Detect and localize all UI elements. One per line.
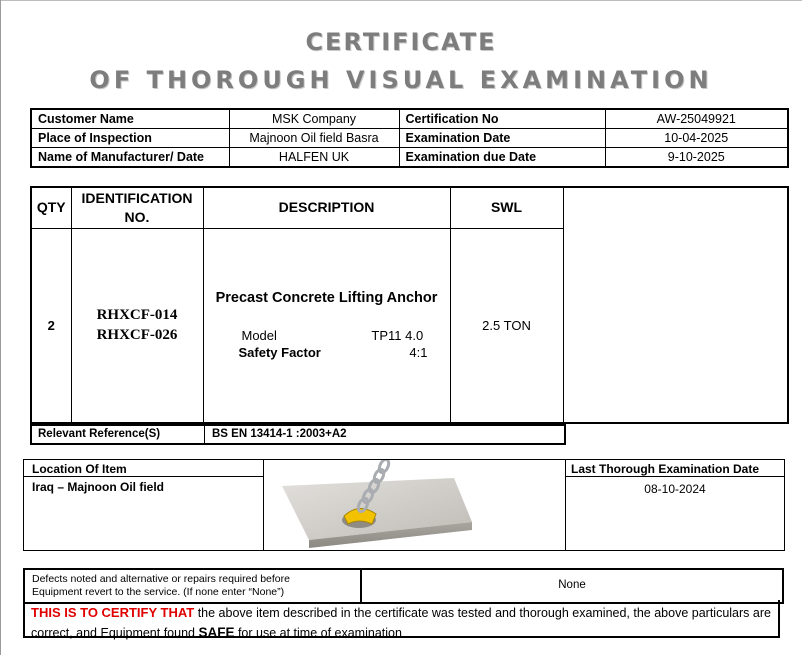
certification-no-value: AW-25049921	[605, 109, 788, 129]
qty-value: 2	[31, 228, 71, 423]
safety-factor-label: Safety Factor	[238, 345, 321, 361]
spec-grid	[204, 328, 450, 360]
location-value: Iraq – Majnoon Oil field	[32, 480, 165, 494]
identification-no-1: RHXCF-014	[96, 307, 178, 324]
identification-values	[71, 228, 203, 423]
info-row	[31, 148, 788, 168]
swl-value: 2.5 TON	[450, 228, 563, 423]
defects-label-line2: Equipment revert to the service. (If none enter “None”)	[32, 586, 285, 598]
customer-name-value: MSK Company	[229, 109, 399, 129]
model-value: TP11 4.0	[371, 328, 424, 344]
customer-name-label: Customer Name	[31, 109, 229, 129]
identification-header-line1: IDENTIFICATION	[81, 189, 193, 206]
lifting-anchor-image	[263, 459, 566, 551]
blank-column	[563, 187, 788, 423]
safety-factor-value: 4:1	[409, 345, 428, 361]
certify-lead: THIS IS TO CERTIFY THAT	[31, 605, 195, 620]
examination-due-date-label: Examination due Date	[399, 148, 605, 168]
examination-date-value: 10-04-2025	[605, 129, 788, 148]
defects-box	[23, 568, 784, 604]
certification-no-label: Certification No	[399, 109, 605, 129]
last-exam-value: 08-10-2024	[644, 482, 706, 496]
examination-date-label: Examination Date	[399, 129, 605, 148]
identification-header	[71, 187, 203, 228]
place-of-inspection-value: Majnoon Oil field Basra	[229, 129, 399, 148]
description-title: Precast Concrete Lifting Anchor	[215, 290, 438, 307]
certify-safe: SAFE	[198, 625, 235, 640]
reference-label: Relevant Reference(S)	[38, 428, 161, 440]
model-label: Model	[241, 328, 277, 344]
page-left-edge	[0, 0, 1, 655]
reference-divider	[204, 426, 205, 443]
reference-value: BS EN 13414-1 :2003+A2	[212, 428, 347, 440]
certificate-subtitle: OF THOROUGH VISUAL EXAMINATION	[89, 66, 713, 94]
manufacturer-label: Name of Manufacturer/ Date	[31, 148, 229, 168]
qty-header: QTY	[31, 187, 71, 228]
reference-box	[30, 424, 566, 445]
description-header: DESCRIPTION	[203, 187, 450, 228]
certify-text-1: the above item described in the certificate was tested and thorough examined, the above particulars are correct, and Equipment found	[31, 606, 771, 640]
swl-header: SWL	[450, 187, 563, 228]
location-label: Location Of Item	[24, 460, 263, 477]
description-cell	[203, 228, 450, 423]
examination-due-date-value: 9-10-2025	[605, 148, 788, 168]
defects-label-line1: Defects noted and alternative or repairs required before	[32, 573, 290, 585]
defects-value: None	[558, 579, 586, 591]
certify-text-2: for use at time of examination	[234, 626, 402, 640]
certification-statement	[23, 600, 780, 638]
identification-no-2: RHXCF-026	[96, 327, 178, 344]
anchor-illustration	[264, 460, 565, 550]
defects-label	[32, 573, 352, 599]
certificate-title: CERTIFICATE	[305, 28, 497, 56]
item-header-row	[31, 187, 788, 228]
page-top-edge	[0, 0, 802, 1]
last-exam-label: Last Thorough Examination Date	[566, 460, 784, 477]
place-of-inspection-label: Place of Inspection	[31, 129, 229, 148]
identification-header-line2: NO.	[124, 208, 150, 225]
info-row	[31, 129, 788, 148]
info-row	[31, 109, 788, 129]
info-table	[30, 108, 789, 168]
item-table	[30, 186, 789, 424]
location-box	[23, 459, 264, 551]
manufacturer-value: HALFEN UK	[229, 148, 399, 168]
last-exam-box	[565, 459, 785, 551]
